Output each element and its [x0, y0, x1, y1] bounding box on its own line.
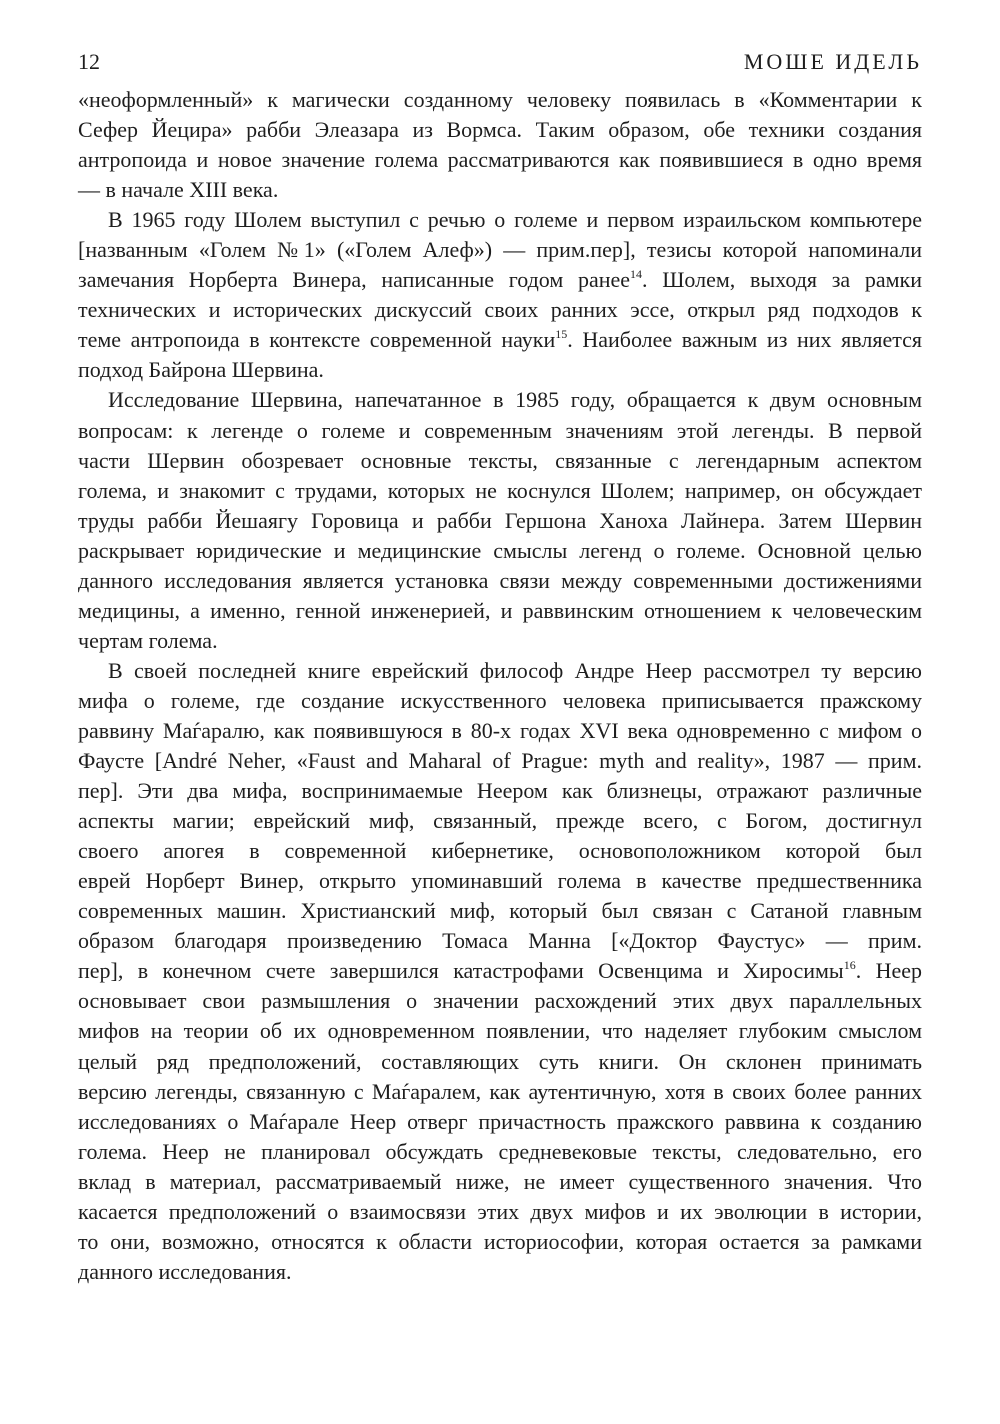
paragraph: [78, 385, 922, 655]
line-text: чертам голема.: [78, 627, 218, 653]
text-line: [78, 265, 922, 295]
text-line: [78, 896, 922, 926]
text-line: [78, 85, 922, 115]
text-line: [78, 506, 922, 536]
text-line: [78, 596, 922, 626]
text-line: [78, 746, 922, 776]
line-text: мифа о големе, где создание искусственного человека приписывается пражскому: [78, 687, 922, 713]
text-line: [78, 416, 922, 446]
line-text: раввину Маѓаралю, как появившуюся в 80-х годах XVI века одновременно с мифом о: [78, 717, 922, 743]
text-line: [78, 1016, 922, 1046]
text-line: [78, 1167, 922, 1197]
line-text: вклад в материал, рассматриваемый ниже, не имеет существенного значения. Что: [78, 1168, 922, 1194]
text-line: [78, 145, 922, 175]
text-line: [78, 446, 922, 476]
text-line: [78, 1077, 922, 1107]
line-text: В своей последней книге еврейский философ Андре Неер рассмотрел ту версию: [108, 657, 922, 683]
text-line: [78, 986, 922, 1016]
text-line: [78, 686, 922, 716]
line-text: исследованиях о Маѓарале Неер отверг причастность пражского раввина к созданию: [78, 1108, 922, 1134]
text-line: [78, 836, 922, 866]
text-line: [78, 776, 922, 806]
text-line: [78, 956, 922, 986]
text-line: [78, 1257, 922, 1287]
text-line: [78, 1137, 922, 1167]
line-text: голема. Неер не планировал обсуждать средневековые тексты, следовательно, его: [78, 1138, 922, 1164]
text-line: [78, 325, 922, 355]
line-text: технических и исторических дискуссий своих ранних эссе, открыл ряд подходов к: [78, 297, 922, 323]
line-text: «неоформленный» к магически созданному человеку появилась в «Комментарии к: [78, 87, 922, 112]
line-text: мифов на теории об их одновременном появлении, что наделяет глубоким смыслом: [78, 1018, 922, 1044]
line-text: медицины, а именно, генной инженерией, и раввинским отношением к человеческим: [78, 597, 922, 623]
running-head: МОШЕ ИДЕЛЬ: [743, 49, 922, 74]
text-line: [78, 1227, 922, 1257]
line-text: целый ряд предположений, составляющих суть книги. Он склонен принимать: [78, 1048, 922, 1074]
text-line: [78, 926, 922, 956]
text-line: [78, 1047, 922, 1077]
line-text: еврей Норберт Винер, открыто упоминавший голема в качестве предшественника: [78, 868, 922, 894]
text-line: [78, 1107, 922, 1137]
paragraph: [78, 656, 922, 1287]
page-number: 12: [78, 49, 100, 74]
line-text: [названным «Голем №1» («Голем Алеф») — прим.пер], тезисы которой напоминали: [78, 237, 922, 263]
footnote-reference: 14: [630, 267, 643, 282]
text-line: [78, 656, 922, 686]
line-text: то они, возможно, относятся к области историософии, которая остается за рамками: [78, 1228, 922, 1254]
line-text: . Наиболее важным из них является: [567, 327, 922, 353]
text-line: [78, 626, 922, 656]
line-text: В 1965 году Шолем выступил с речью о големе и первом израильском компьютере: [108, 207, 922, 233]
line-text: . Неер: [855, 958, 922, 984]
text-line: [78, 175, 922, 205]
line-text: части Шервин обозревает основные тексты, связанные с легендарным аспектом: [78, 447, 922, 473]
text-line: [78, 235, 922, 265]
line-text: замечания Норберта Винера, написанные годом ранее: [78, 267, 631, 293]
line-text: труды рабби Йешаягу Горовица и рабби Гершона Ханоха Лайнера. Затем Шервин: [78, 507, 922, 533]
line-text: . Шолем, выходя за рамки: [642, 267, 922, 293]
text-line: [78, 205, 922, 235]
line-text: пер]. Эти два мифа, воспринимаемые Неером как близнецы, отражают различные: [78, 778, 922, 804]
line-text: — в начале XIII века.: [78, 177, 279, 203]
text-line: [78, 355, 922, 385]
text-line: [78, 476, 922, 506]
footnote-reference: 16: [843, 958, 856, 973]
line-text: вопросам: к легенде о големе и современным значениям этой легенды. В первой: [78, 417, 922, 443]
paragraph: [78, 205, 922, 385]
line-text: версию легенды, связанную с Маѓаралем, как аутентичную, хотя в своих более ранних: [78, 1078, 922, 1104]
line-text: данного исследования является установка связи между современными достижениями: [78, 567, 922, 593]
line-text: антропоида и новое значение голема рассматриваются как появившиеся в одно время: [78, 147, 922, 173]
line-text: своего апогея в современной кибернетике, основоположником которой был: [78, 838, 922, 864]
line-text: раскрывает юридические и медицинские смыслы легенд о големе. Основной целью: [78, 537, 922, 563]
line-text: касается предположений о взаимосвязи этих двух мифов и их эволюции в истории,: [78, 1198, 922, 1224]
line-text: подход Байрона Шервина.: [78, 357, 324, 383]
line-text: образом благодаря произведению Томаса Манна [«Доктор Фаустус» — прим.: [78, 928, 922, 954]
text-line: [78, 806, 922, 836]
line-text: данного исследования.: [78, 1258, 292, 1284]
line-text: теме антропоида в контексте современной науки: [78, 327, 556, 353]
line-text: современных машин. Христианский миф, который был связан с Сатаной главным: [78, 898, 922, 924]
text-line: [78, 115, 922, 145]
footnote-reference: 15: [555, 327, 568, 342]
text-line: [78, 385, 922, 415]
line-text: аспекты магии; еврейский миф, связанный, прежде всего, с Богом, достигнул: [78, 808, 922, 834]
line-text: голема, и знакомит с трудами, которых не коснулся Шолем; например, он обсуждает: [78, 477, 922, 503]
text-line: [78, 295, 922, 325]
paragraph: [78, 85, 922, 205]
line-text: пер], в конечном счете завершился катастрофами Освенцима и Хиросимы: [78, 958, 844, 984]
text-line: [78, 716, 922, 746]
line-text: Исследование Шервина, напечатанное в 1985 году, обращается к двум основным: [108, 387, 922, 413]
line-text: Сефер Йецира» рабби Элеазара из Вормса. Таким образом, обе техники создания: [78, 117, 922, 143]
line-text: Фаусте [André Neher, «Faust and Maharal of Prague: myth and reality», 1987 — прим.: [78, 748, 922, 774]
text-line: [78, 866, 922, 896]
line-text: основывает свои размышления о значении расхождений этих двух параллельных: [78, 988, 922, 1014]
text-line: [78, 536, 922, 566]
body-text: [78, 85, 922, 1287]
text-line: [78, 566, 922, 596]
text-line: [78, 1197, 922, 1227]
